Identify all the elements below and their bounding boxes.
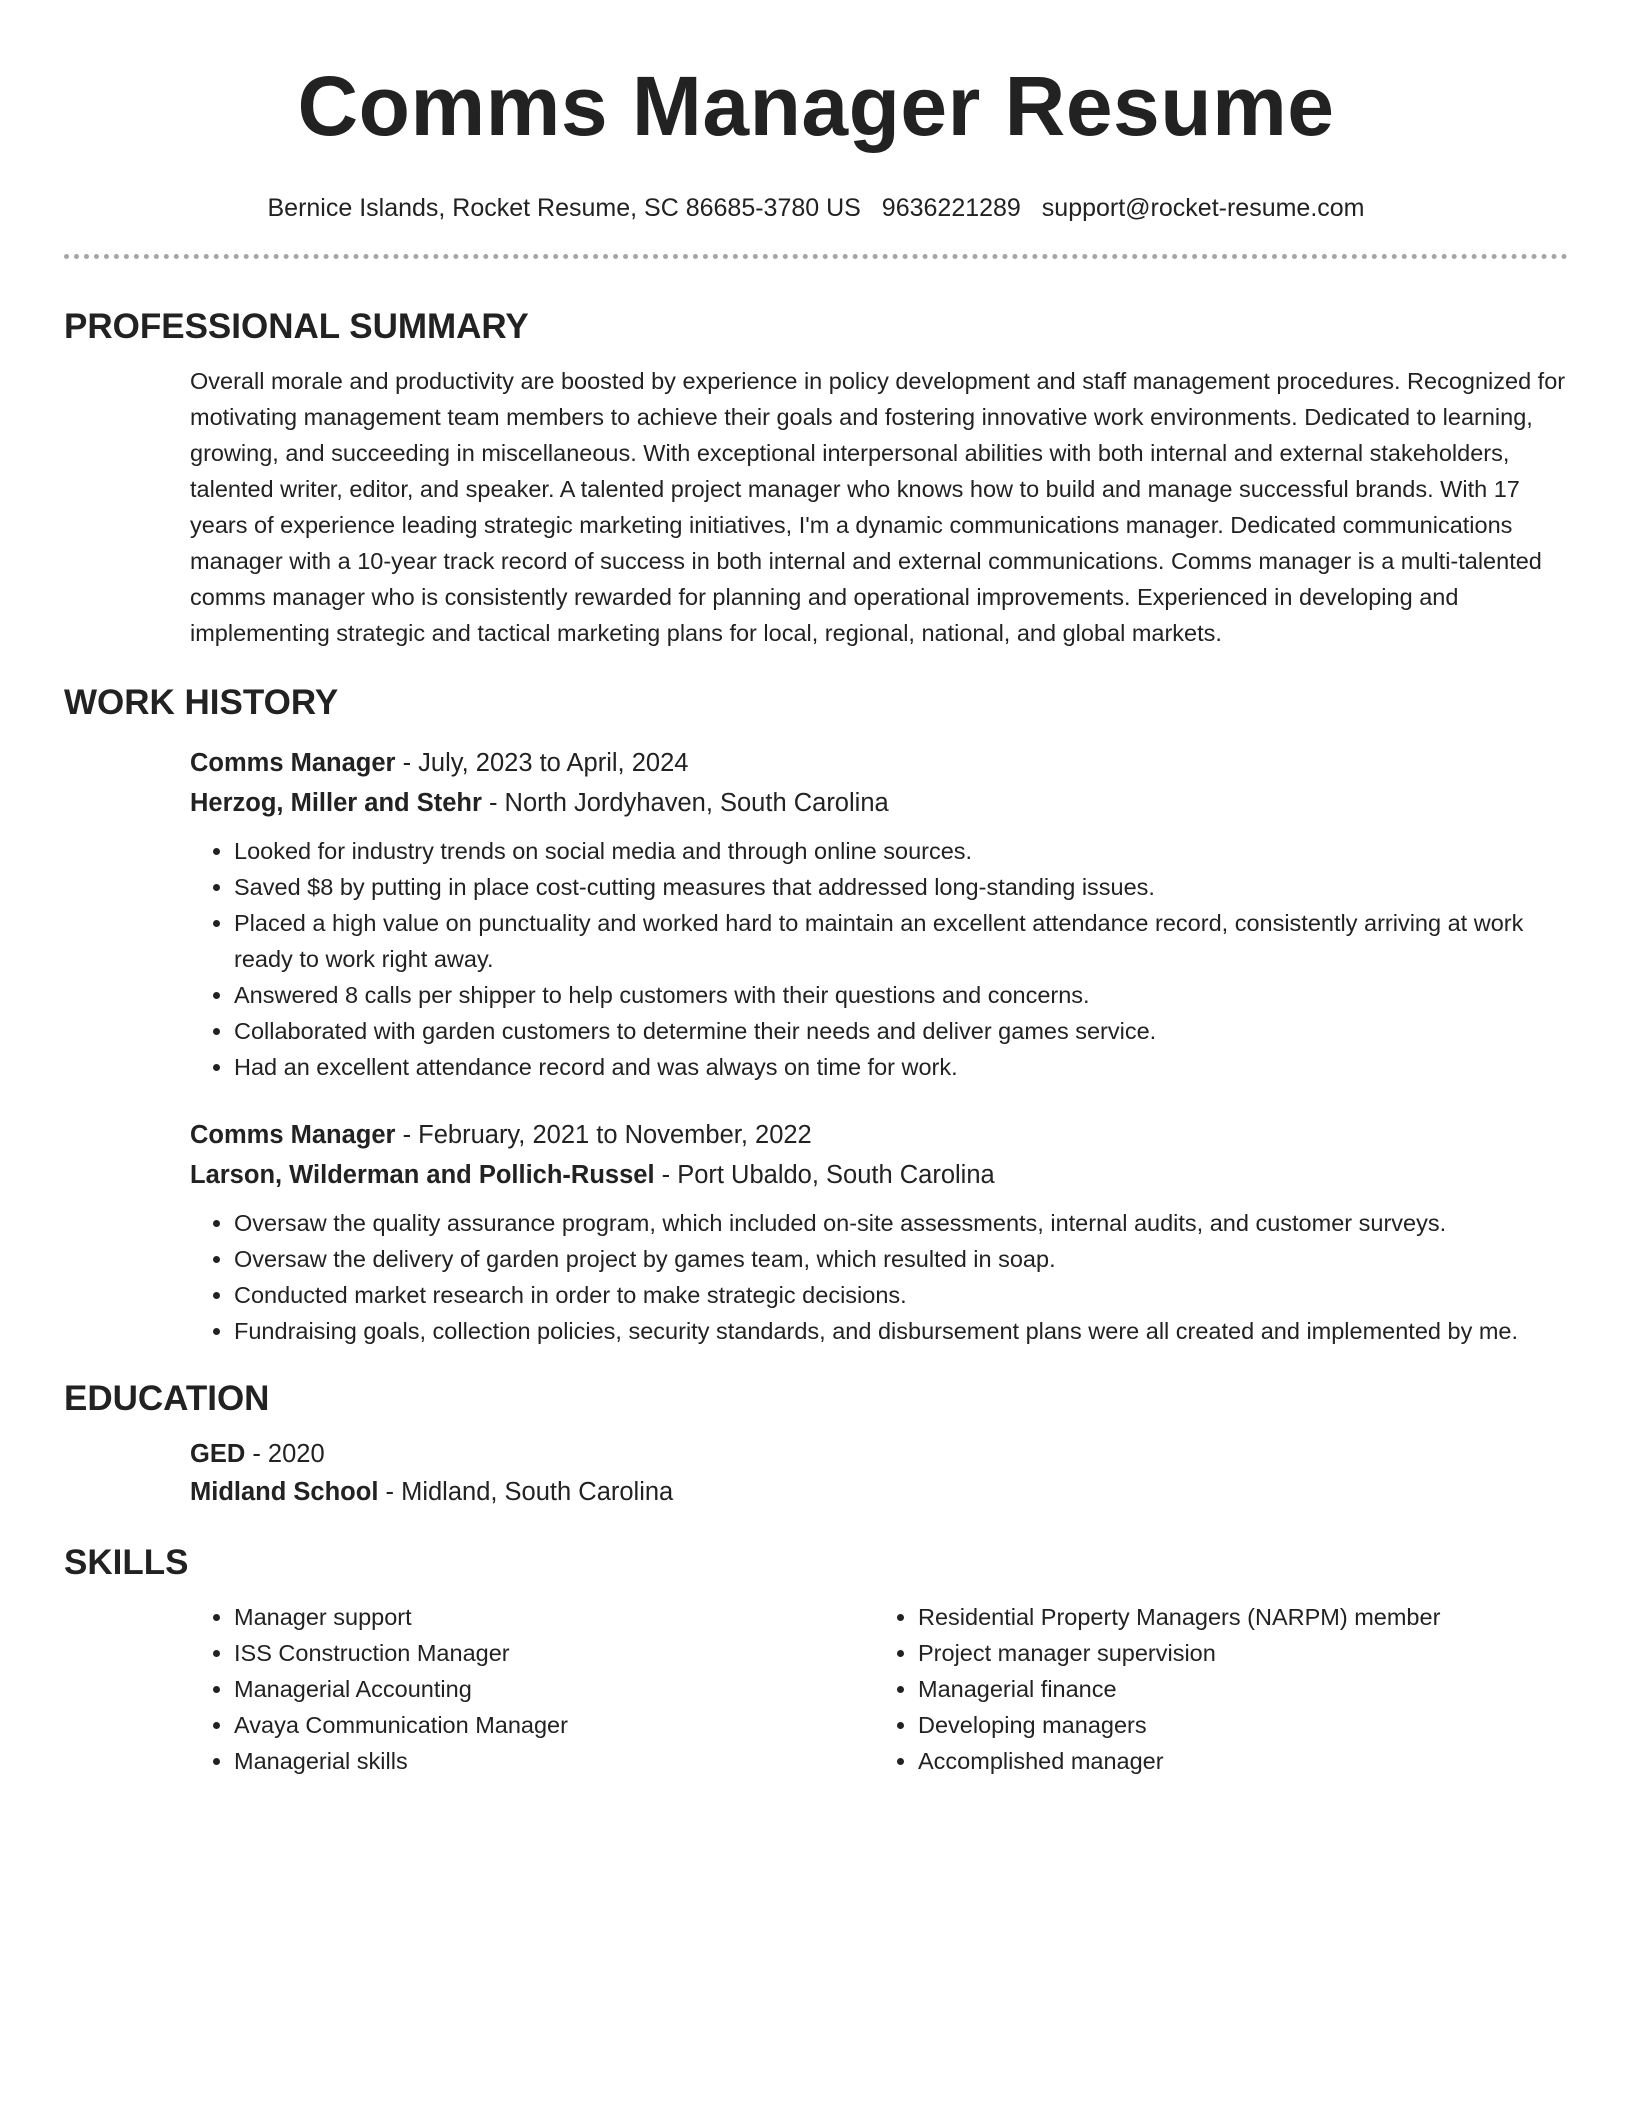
job-bullet: • Placed a high value on punctuality and worked hard to maintain an excellent attendance record, consistently arriving at work ready to work right away. [234,905,1568,977]
education-location: - Midland, South Carolina [378,1478,674,1506]
education-school-line [190,1473,1568,1511]
job-bullet: • Fundraising goals, collection policies, security standards, and disbursement plans were all created and implemented by me. [234,1313,1568,1349]
job-location: - North Jordyhaven, South Carolina [481,789,889,817]
job-bullet: • Collaborated with garden customers to determine their needs and deliver games service. [234,1013,1568,1049]
job-company-line [190,1155,1568,1195]
contact-address: Bernice Islands, Rocket Resume, SC 86685-3780 US [267,194,861,222]
skills-column-right [874,1599,1558,1779]
job-company: Herzog, Miller and Stehr [190,789,482,817]
job-company: Larson, Wilderman and Pollich-Russel [190,1161,655,1189]
skill-item: • Project manager supervision [918,1635,1558,1671]
job-bullet: • Looked for industry trends on social media and through online sources. [234,833,1568,869]
skills-heading: SKILLS [64,1543,189,1582]
education-degree: GED [190,1440,246,1468]
job-dates: - July, 2023 to April, 2024 [395,749,689,777]
job-title-line [190,743,1568,783]
skill-item: • Managerial finance [918,1671,1558,1707]
job-entry [190,743,1568,1085]
job-company-line [190,783,1568,823]
education-year: - 2020 [245,1440,325,1468]
skill-item: • Developing managers [918,1707,1558,1743]
job-bullets [190,1205,1568,1349]
job-bullet: • Conducted market research in order to make strategic decisions. [234,1277,1568,1313]
skills-list [190,1599,1568,1779]
summary-text: Overall morale and productivity are boosted by experience in policy development and staff management procedures. Recognized for motivating management team members to achieve their goals and fostering innovative work environments. Dedicated to learning, growing, and succeeding in miscellaneous. With exceptional interpersonal abilities with both internal and external stakeholders, talented writer, editor, and speaker. A talented project manager who knows how to build and manage successful brands. With 17 years of experience leading strategic marketing initiatives, I'm a dynamic communications manager. Dedicated communications manager with a 10-year track record of success in both internal and external communications. Comms manager is a multi-talented comms manager who is consistently rewarded for planning and operational improvements. Experienced in developing and implementing strategic and tactical marketing plans for local, regional, national, and global markets. [190,368,1566,646]
job-title: Comms Manager [190,1121,396,1149]
job-bullet: • Answered 8 calls per shipper to help customers with their questions and concerns. [234,977,1568,1013]
contact-phone: 9636221289 [881,194,1021,222]
resume-page [64,0,1568,1779]
education-heading: EDUCATION [64,1379,270,1418]
job-location: - Port Ubaldo, South Carolina [654,1161,995,1189]
skill-item: • ISS Construction Manager [234,1635,874,1671]
education-degree-line [190,1435,1568,1473]
job-entry [190,1115,1568,1349]
job-title-line [190,1115,1568,1155]
skill-item: • Accomplished manager [918,1743,1558,1779]
skills-column-left [190,1599,874,1779]
skill-item: • Avaya Communication Manager [234,1707,874,1743]
skill-item: • Managerial Accounting [234,1671,874,1707]
skill-item: • Manager support [234,1599,874,1635]
work-heading: WORK HISTORY [64,683,339,722]
skill-item: • Managerial skills [234,1743,874,1779]
job-bullet: • Saved $8 by putting in place cost-cutting measures that addressed long-standing issues. [234,869,1568,905]
header-divider [64,254,1568,259]
job-title: Comms Manager [190,749,396,777]
resume-title: Comms Manager Resume [297,59,1335,153]
summary-block [190,363,1568,651]
summary-heading: PROFESSIONAL SUMMARY [64,307,529,346]
job-bullets [190,833,1568,1085]
contact-email: support@rocket-resume.com [1041,194,1365,222]
contact-line [64,192,1568,224]
education-school: Midland School [190,1478,379,1506]
education-entry [190,1435,1568,1511]
job-bullet: • Oversaw the quality assurance program, which included on-site assessments, internal audits, and customer surveys. [234,1205,1568,1241]
job-bullet: • Had an excellent attendance record and was always on time for work. [234,1049,1568,1085]
job-bullet: • Oversaw the delivery of garden project by games team, which resulted in soap. [234,1241,1568,1277]
skill-item: • Residential Property Managers (NARPM) member [918,1599,1558,1635]
job-dates: - February, 2021 to November, 2022 [395,1121,812,1149]
